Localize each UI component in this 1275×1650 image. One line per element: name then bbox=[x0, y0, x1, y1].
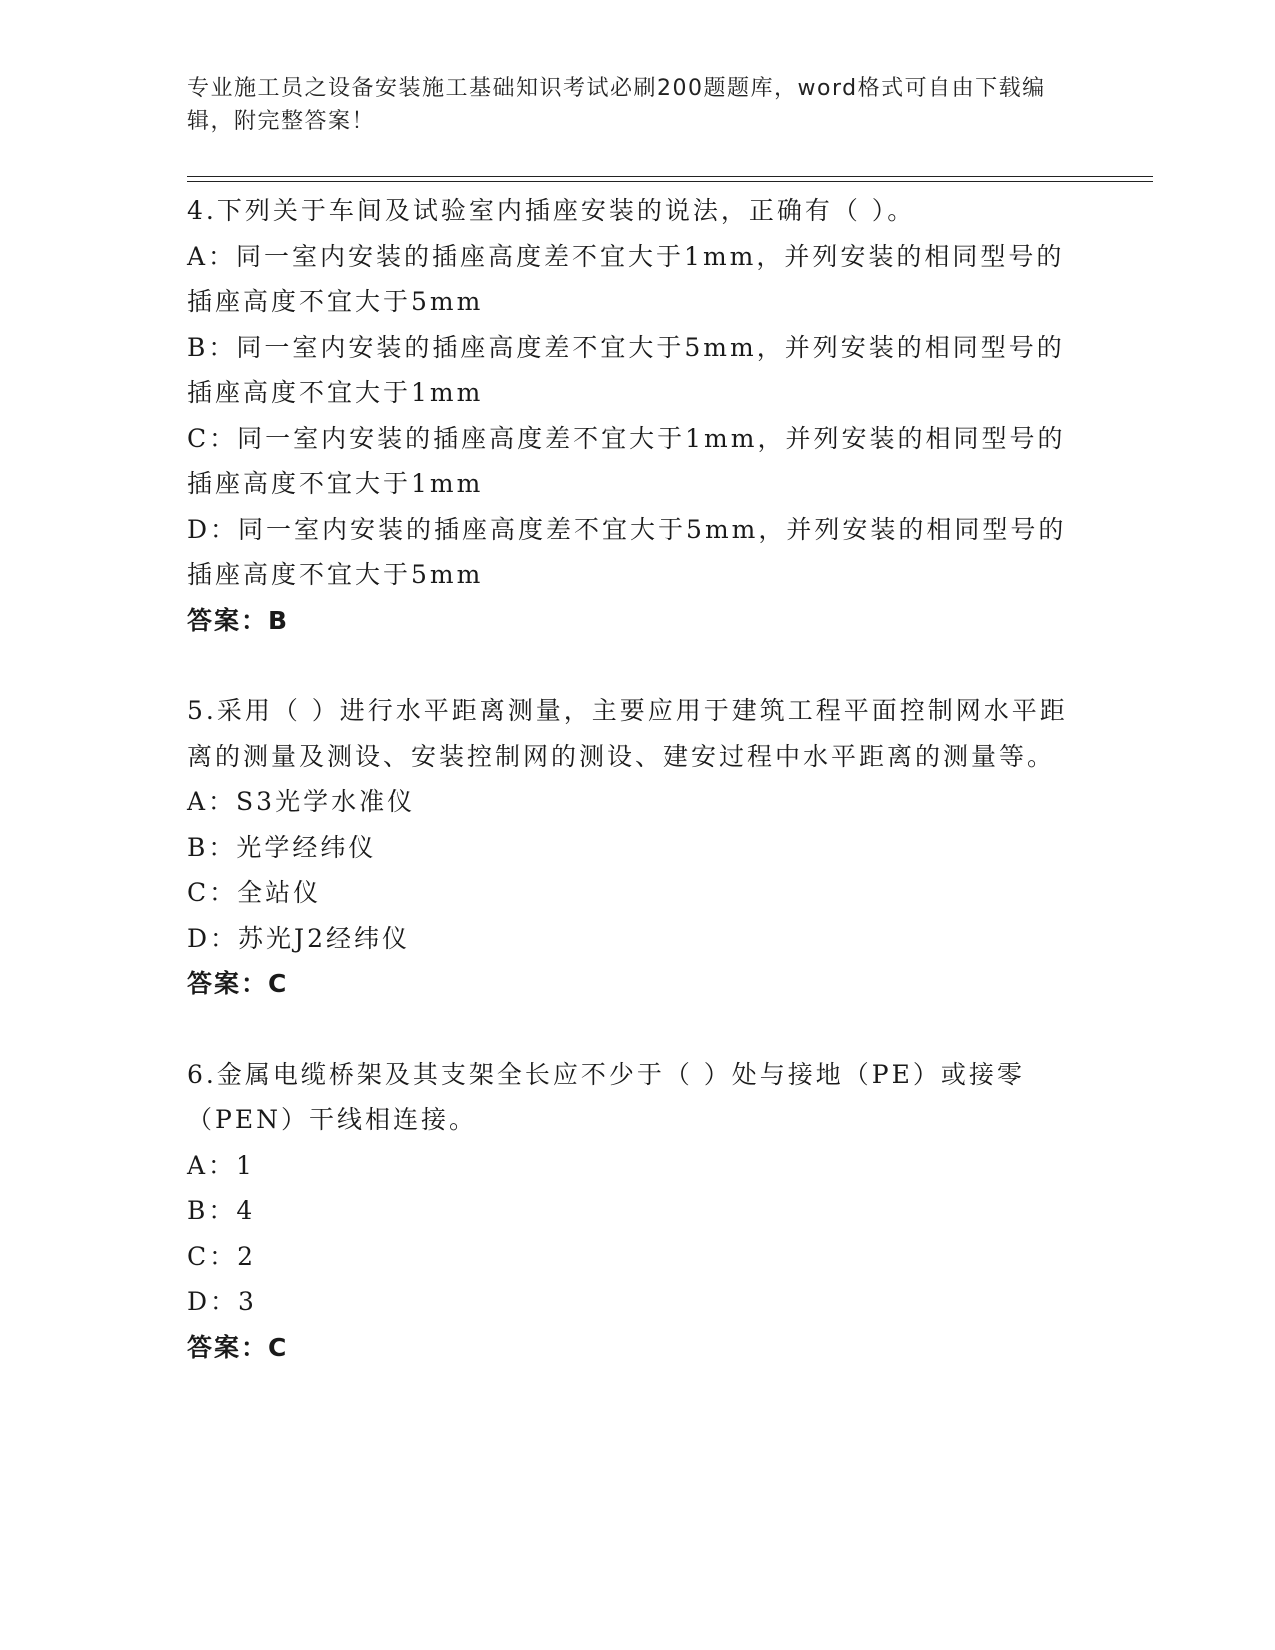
document-header: 专业施工员之设备安装施工基础知识考试必刷200题题库，word格式可自由下载编辑，附完整答案！ bbox=[187, 76, 1046, 134]
option-d: D：3 bbox=[187, 1287, 257, 1316]
option-d: D：同一室内安装的插座高度差不宜大于5mm，并列安装的相同型号的插座高度不宜大于5mm bbox=[187, 514, 1067, 589]
option-b: B：4 bbox=[187, 1196, 256, 1225]
option-b: B：同一室内安装的插座高度差不宜大于5mm，并列安装的相同型号的插座高度不宜大于1mm bbox=[187, 332, 1065, 407]
answer: 答案：C bbox=[187, 969, 289, 998]
answer: 答案：B bbox=[187, 605, 290, 635]
header-divider-top bbox=[187, 176, 1153, 177]
option-b: B：光学经纬仪 bbox=[187, 832, 377, 862]
question-stem: 5.采用（ ）进行水平距离测量，主要应用于建筑工程平面控制网水平距离的测量及测设、安装控制网的测设、建安过程中水平距离的测量等。 bbox=[187, 696, 1068, 771]
question-5 bbox=[187, 688, 1087, 1007]
option-c: C：全站仪 bbox=[187, 878, 322, 907]
option-a: A：同一室内安装的插座高度差不宜大于1mm，并列安装的相同型号的插座高度不宜大于5mm bbox=[187, 241, 1065, 316]
question-6 bbox=[187, 1052, 1087, 1371]
header-divider-bottom bbox=[187, 181, 1153, 182]
question-stem: 6.金属电缆桥架及其支架全长应不少于（ ）处与接地（PE）或接零（PEN）干线相连接。 bbox=[187, 1059, 1025, 1134]
question-list bbox=[187, 188, 1087, 1415]
answer: 答案：C bbox=[187, 1332, 289, 1362]
option-d: D：苏光J2经纬仪 bbox=[187, 923, 410, 953]
question-stem: 4.下列关于车间及试验室内插座安装的说法，正确有（ ）。 bbox=[187, 196, 916, 225]
option-a: A：1 bbox=[187, 1150, 255, 1180]
option-a: A：S3光学水准仪 bbox=[187, 787, 416, 816]
question-4 bbox=[187, 188, 1087, 643]
option-c: C：2 bbox=[187, 1241, 257, 1271]
option-c: C：同一室内安装的插座高度差不宜大于1mm，并列安装的相同型号的插座高度不宜大于1mm bbox=[187, 423, 1066, 498]
